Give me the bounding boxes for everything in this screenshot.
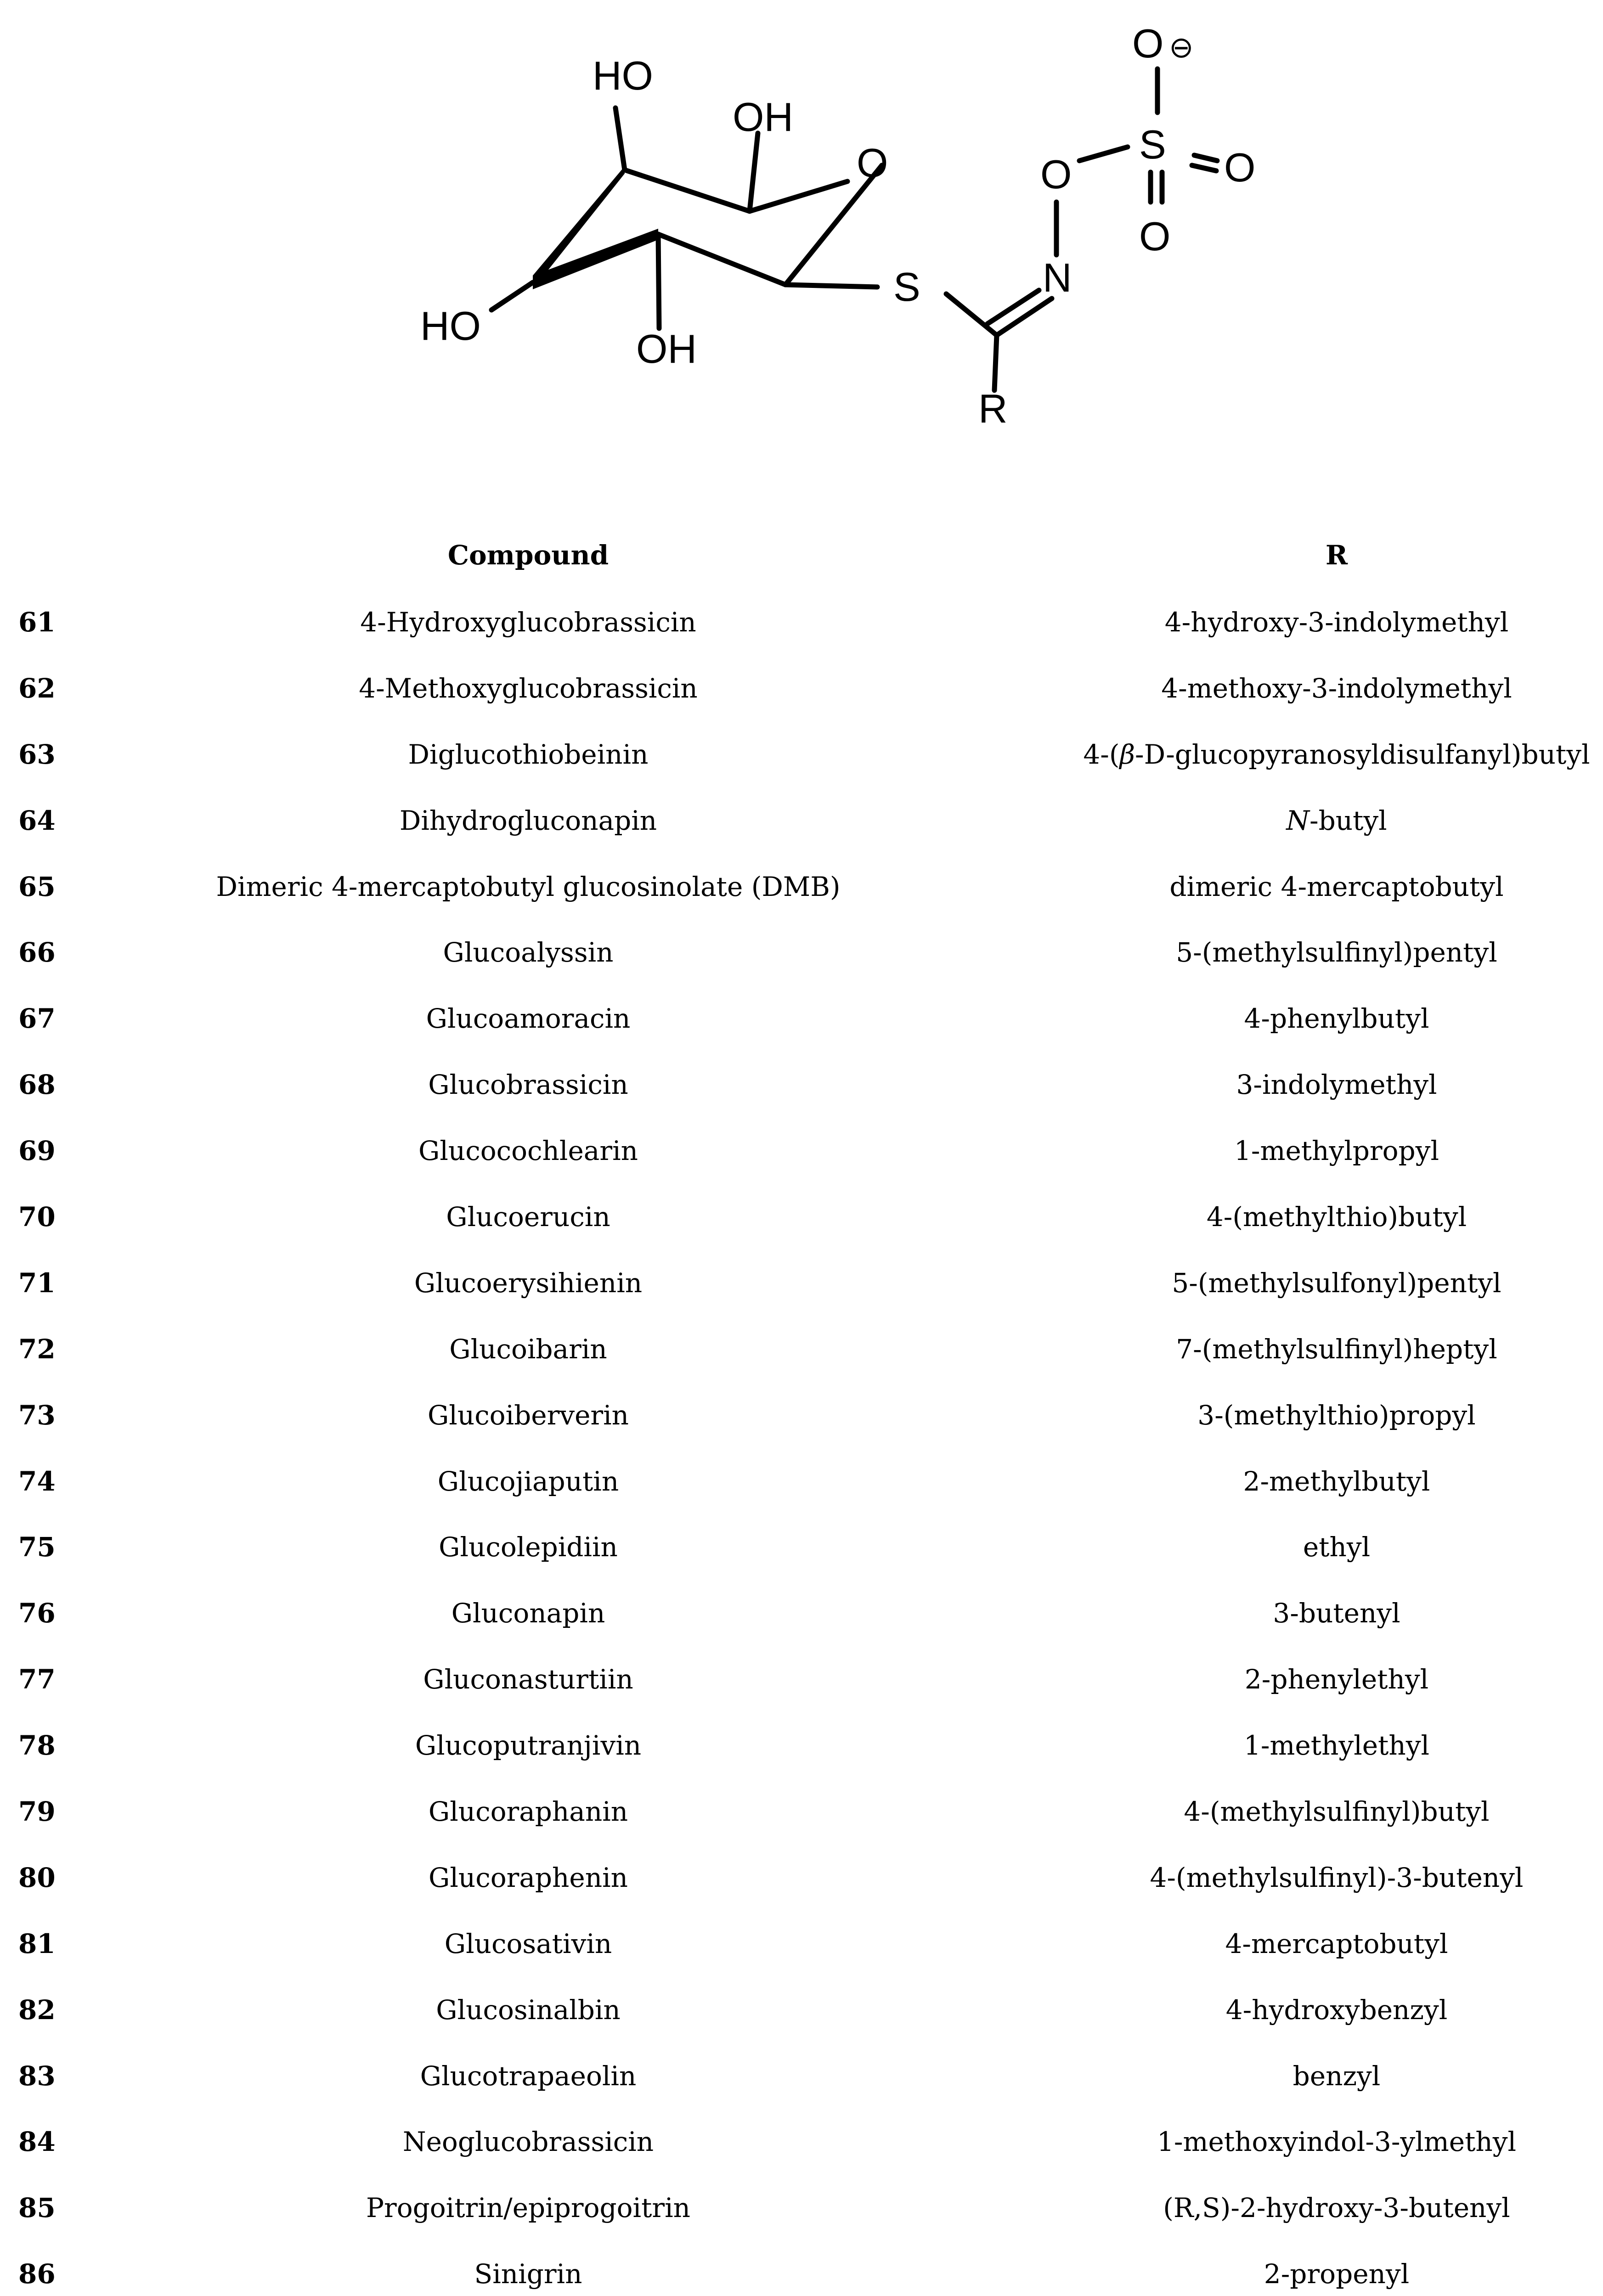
compound-number: 65 <box>18 871 56 902</box>
compound-name: Glucoiberverin <box>427 1399 629 1431</box>
table-row <box>0 1524 1603 1590</box>
table-row <box>0 1987 1603 2053</box>
table-row <box>0 798 1603 864</box>
compound-number: 74 <box>18 1465 56 1497</box>
hydroxyl-label-top: HO <box>593 53 653 98</box>
r-group: 4-hydroxy-3-indolymethyl <box>1164 607 1509 638</box>
r-group: 2-propenyl <box>1264 2258 1410 2290</box>
r-group: 4-(methylthio)butyl <box>1206 1201 1467 1233</box>
compound-name: Glucojiaputin <box>437 1465 619 1497</box>
r-group: dimeric 4-mercaptobutyl <box>1169 871 1504 902</box>
compound-name: Dimeric 4-mercaptobutyl glucosinolate (DMB) <box>216 871 841 902</box>
compound-name: Glucoalyssin <box>443 937 614 968</box>
r-group: 1-methylpropyl <box>1234 1135 1439 1167</box>
compound-name: Diglucothiobeinin <box>408 738 649 770</box>
compound-number: 61 <box>18 607 56 638</box>
hydroxyl-label-bottom: OH <box>636 326 697 371</box>
compound-name: Glucoerysihienin <box>414 1267 643 1299</box>
r-group: 3-(methylthio)propyl <box>1197 1399 1476 1431</box>
compound-number: 81 <box>18 1928 56 1959</box>
compound-number: 67 <box>18 1003 56 1035</box>
sulfate-sulfur-label: S <box>1139 122 1166 167</box>
compound-number: 84 <box>18 2126 56 2158</box>
compound-name: Glucoputranjivin <box>415 1730 642 1761</box>
compound-number: 75 <box>18 1531 56 1563</box>
imine-nitrogen-label: N <box>1043 255 1072 300</box>
compound-number: 71 <box>18 1267 56 1299</box>
r-group: 4-hydroxybenzyl <box>1225 1994 1448 2026</box>
ring-oxygen-label: O <box>857 140 888 186</box>
compound-number: 77 <box>18 1664 56 1695</box>
table-row <box>0 929 1603 996</box>
compound-name: Glucosinalbin <box>436 1994 621 2026</box>
table-row <box>0 1194 1603 1260</box>
compound-number: 80 <box>18 1862 56 1893</box>
hydroxyl-label-upper-right: OH <box>733 94 793 140</box>
compound-name: Glucolepidiin <box>439 1531 618 1563</box>
linking-oxygen-label: O <box>1040 152 1072 197</box>
table-row <box>0 1722 1603 1789</box>
compound-number: 70 <box>18 1201 56 1233</box>
r-group: 5-(methylsulfinyl)pentyl <box>1176 937 1497 968</box>
negative-charge-icon: ⊖ <box>1169 31 1194 64</box>
compound-name: 4-Hydroxyglucobrassicin <box>360 607 696 638</box>
sulfonyl-oxygen-right-label: O <box>1224 145 1256 190</box>
hydroxyl-label-left: HO <box>420 303 481 349</box>
compound-column-header: Compound <box>447 540 609 571</box>
table-row <box>0 1458 1603 1525</box>
compound-number: 66 <box>18 937 56 968</box>
r-group: benzyl <box>1293 2060 1381 2092</box>
r-group: 4-(β-D-glucopyranosyldisulfanyl)butyl <box>1083 738 1590 770</box>
compound-number: 69 <box>18 1135 56 1167</box>
r-group: 4-methoxy-3-indolymethyl <box>1161 672 1512 704</box>
table-row <box>0 2119 1603 2185</box>
compound-number: 79 <box>18 1796 56 1828</box>
compound-name: Dihydrogluconapin <box>399 805 657 836</box>
compound-number: 85 <box>18 2192 56 2224</box>
compound-name: Progoitrin/epiprogoitrin <box>366 2192 691 2224</box>
table-row <box>0 1921 1603 1987</box>
compound-number: 82 <box>18 1994 56 2026</box>
compound-number: 78 <box>18 1730 56 1761</box>
compound-number: 73 <box>18 1399 56 1431</box>
compound-name: Glucoerucin <box>446 1201 610 1233</box>
compound-table <box>0 599 1603 2296</box>
r-group: N-butyl <box>1286 805 1387 836</box>
r-group: 1-methylethyl <box>1243 1730 1430 1761</box>
sulfonyl-oxygen-bottom-label: O <box>1139 214 1171 259</box>
table-row <box>0 1855 1603 1921</box>
compound-number: 63 <box>18 738 56 770</box>
table-row <box>0 1392 1603 1458</box>
compound-number: 86 <box>18 2258 56 2290</box>
r-group: 7-(methylsulfinyl)heptyl <box>1176 1333 1497 1365</box>
compound-number: 68 <box>18 1069 56 1101</box>
table-row <box>0 996 1603 1062</box>
compound-name: Glucosativin <box>444 1928 612 1959</box>
compound-name: Glucoraphanin <box>428 1796 628 1828</box>
compound-number: 64 <box>18 805 56 836</box>
r-group: 4-mercaptobutyl <box>1225 1928 1448 1959</box>
table-row <box>0 1326 1603 1392</box>
r-group: 4-(methylsulfinyl)butyl <box>1184 1796 1490 1828</box>
glucosinolate-structure-diagram <box>0 0 1603 482</box>
r-group: 2-methylbutyl <box>1243 1465 1430 1497</box>
r-group: ethyl <box>1303 1531 1371 1563</box>
table-row <box>0 665 1603 732</box>
table-row <box>0 2185 1603 2251</box>
table-row <box>0 1128 1603 1194</box>
table-row <box>0 2053 1603 2119</box>
r-group: 3-indolymethyl <box>1236 1069 1437 1101</box>
thio-sulfur-label: S <box>893 264 920 310</box>
compound-name: Glucobrassicin <box>428 1069 628 1101</box>
compound-name: Gluconapin <box>451 1598 605 1629</box>
r-group: 4-phenylbutyl <box>1244 1003 1429 1035</box>
r-group: 3-butenyl <box>1273 1598 1400 1629</box>
compound-name: Glucoamoracin <box>426 1003 631 1035</box>
compound-name: Glucoraphenin <box>428 1862 628 1893</box>
compound-name: 4-Methoxyglucobrassicin <box>359 672 698 704</box>
compound-name: Sinigrin <box>474 2258 582 2290</box>
compound-name: Gluconasturtiin <box>423 1664 633 1695</box>
compound-number: 72 <box>18 1333 56 1365</box>
table-row <box>0 2251 1603 2296</box>
compound-name: Neoglucobrassicin <box>402 2126 654 2158</box>
anionic-oxygen-label: O <box>1132 21 1164 66</box>
r-group: (R,S)-2-hydroxy-3-butenyl <box>1163 2192 1510 2224</box>
table-row <box>0 1789 1603 1855</box>
compound-name: Glucotrapaeolin <box>420 2060 637 2092</box>
table-row <box>0 1260 1603 1326</box>
compound-number: 76 <box>18 1598 56 1629</box>
table-row <box>0 1656 1603 1722</box>
table-row <box>0 599 1603 665</box>
compound-number: 83 <box>18 2060 56 2092</box>
table-row <box>0 1590 1603 1656</box>
r-group: 2-phenylethyl <box>1244 1664 1429 1695</box>
r-group: 4-(methylsulfinyl)-3-butenyl <box>1150 1862 1524 1893</box>
r-group: 5-(methylsulfonyl)pentyl <box>1172 1267 1501 1299</box>
r-column-header: R <box>1325 540 1348 571</box>
compound-name: Glucocochlearin <box>418 1135 638 1167</box>
table-row <box>0 732 1603 798</box>
table-row <box>0 864 1603 930</box>
r-group: 1-methoxyindol-3-ylmethyl <box>1157 2126 1517 2158</box>
r-group-label: R <box>978 386 1008 431</box>
table-row <box>0 1062 1603 1128</box>
compound-name: Glucoibarin <box>449 1333 607 1365</box>
compound-number: 62 <box>18 672 56 704</box>
